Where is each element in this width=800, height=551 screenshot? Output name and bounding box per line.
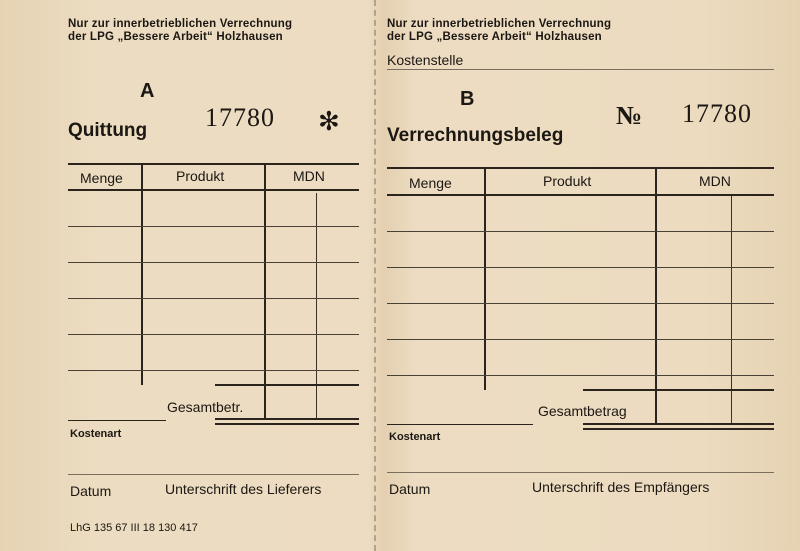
form-b-total-top-rule — [583, 389, 774, 391]
form-a-kostenart-rule — [68, 420, 166, 421]
perforation-line — [374, 0, 376, 551]
form-b-title: Verrechnungsbeleg — [387, 125, 564, 146]
form-a-row-rule — [68, 370, 359, 371]
form-a-col-menge: Menge — [80, 170, 123, 186]
form-a-letter: A — [140, 80, 155, 102]
form-a-col-mdn: MDN — [293, 168, 325, 184]
form-b-org-line-2: der LPG „Bessere Arbeit“ Holzhausen — [387, 31, 602, 43]
form-a-col-divider-1 — [141, 165, 143, 385]
form-b-row-rule — [387, 339, 774, 340]
form-b-row-rule — [387, 375, 774, 376]
form-b-table-top-rule — [387, 167, 774, 169]
form-b-kostenstelle-rule — [387, 69, 774, 70]
form-a-total-top-rule — [215, 384, 359, 386]
star-icon: ✻ — [318, 106, 340, 136]
form-b-col-divider-1 — [484, 169, 486, 390]
form-a-datum-label: Datum — [70, 483, 112, 499]
form-b-col-produkt: Produkt — [543, 173, 592, 189]
form-a-table-top-rule — [68, 163, 359, 165]
form-a-row-rule — [68, 298, 359, 299]
form-a-row-rule — [68, 262, 359, 263]
form-b-org-line-1: Nur zur innerbetrieblichen Verrechnung — [387, 18, 612, 30]
form-b-kostenart-label: Kostenart — [389, 431, 441, 443]
form-b-col-mdn: MDN — [699, 173, 731, 189]
form-a-print-code: LhG 135 67 III 18 130 417 — [70, 522, 198, 534]
form-a-title: Quittung — [68, 120, 148, 141]
form-b-kostenart-rule — [387, 424, 533, 425]
form-b-row-rule — [387, 303, 774, 304]
form-b-number: 17780 — [682, 99, 752, 128]
form-a-kostenart-label: Kostenart — [70, 428, 122, 440]
form-a-total-label: Gesamtbetr. — [167, 399, 244, 415]
form-b-row-rule — [387, 267, 774, 268]
form-a-number: 17780 — [205, 103, 275, 132]
form-a-row-rule — [68, 226, 359, 227]
form-b-letter: B — [460, 88, 475, 110]
form-b-table-header-rule — [387, 194, 774, 196]
form-b-row-rule — [387, 231, 774, 232]
form-b-signature-label: Unterschrift des Empfängers — [532, 479, 710, 495]
form-b-total-label: Gesamtbetrag — [538, 403, 627, 419]
form-a-col-produkt: Produkt — [176, 168, 225, 184]
form-a-total-double-rule-1 — [215, 418, 359, 420]
form-a-org-line-2: der LPG „Bessere Arbeit“ Holzhausen — [68, 31, 283, 43]
form-a-total-double-rule-2 — [215, 423, 359, 425]
form-a-org-line-1: Nur zur innerbetrieblichen Verrechnung — [68, 18, 293, 30]
form-a-table-header-rule — [68, 189, 359, 191]
form-b-number-prefix: № — [616, 101, 644, 130]
form-a-col-divider-2 — [264, 165, 266, 420]
form-b-col-menge: Menge — [409, 175, 452, 191]
form-b-total-double-rule-2 — [583, 428, 774, 430]
form-b-datum-label: Datum — [389, 481, 431, 497]
form-a-signature-label: Unterschrift des Lieferers — [165, 481, 322, 497]
form-b-col-divider-2 — [655, 169, 657, 425]
form-b-total-double-rule-1 — [583, 423, 774, 425]
form-b-signature-rule — [387, 472, 774, 473]
form-a-row-rule — [68, 334, 359, 335]
form-b-kostenstelle-label: Kostenstelle — [387, 52, 464, 68]
form-a-signature-rule — [68, 474, 359, 475]
